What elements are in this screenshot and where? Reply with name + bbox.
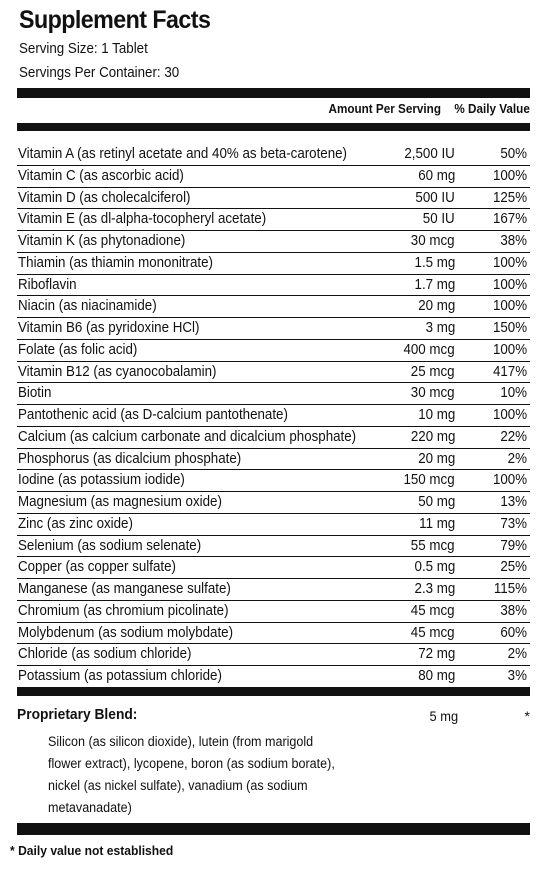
nutrient-row	[17, 362, 530, 384]
nutrient-daily-value: 22%	[500, 428, 527, 445]
serving-size: Serving Size: 1 Tablet	[19, 41, 148, 57]
nutrient-amount: 50 IU	[423, 211, 455, 228]
nutrient-row	[17, 644, 530, 666]
nutrient-daily-value: 167%	[492, 211, 527, 228]
nutrient-row	[17, 449, 530, 471]
nutrient-name: Vitamin D (as cholecalciferol)	[18, 189, 191, 206]
proprietary-blend-amount: 5 mg	[429, 708, 458, 724]
nutrient-amount: 72 mg	[417, 646, 455, 663]
nutrient-row	[17, 601, 530, 623]
nutrient-row	[17, 144, 530, 166]
amount-per-serving-header: Amount Per Serving	[328, 101, 441, 116]
nutrient-amount: 3 mg	[425, 320, 455, 336]
nutrient-name: Vitamin K (as phytonadione)	[18, 233, 186, 249]
nutrient-amount: 45 mcg	[411, 624, 455, 641]
nutrient-daily-value: 79%	[500, 537, 527, 554]
nutrient-daily-value: 60%	[500, 624, 527, 641]
nutrient-daily-value: 3%	[507, 668, 527, 684]
nutrient-name: Chloride (as sodium chloride)	[18, 646, 192, 663]
nutrient-name: Riboflavin	[18, 276, 77, 293]
nutrient-name: Biotin	[18, 385, 52, 402]
nutrient-name: Phosphorus (as dicalcium phosphate)	[18, 450, 242, 467]
nutrient-daily-value: 100%	[492, 407, 527, 423]
nutrient-amount: 1.5 mg	[414, 254, 455, 271]
nutrient-row	[17, 427, 530, 449]
nutrient-amount: 30 mcg	[411, 233, 455, 249]
nutrient-daily-value: 100%	[492, 472, 527, 489]
nutrient-name: Calcium (as calcium carbonate and dicalcium phosphate)	[18, 428, 357, 445]
nutrient-amount: 1.7 mg	[414, 276, 455, 293]
nutrient-name: Vitamin C (as ascorbic acid)	[18, 167, 184, 184]
nutrient-row	[17, 579, 530, 601]
nutrient-daily-value: 50%	[500, 146, 527, 162]
nutrient-daily-value: 150%	[492, 320, 527, 336]
nutrient-name: Potassium (as potassium chloride)	[18, 668, 222, 684]
nutrient-daily-value: 100%	[492, 167, 527, 184]
nutrient-amount: 2,500 IU	[404, 146, 455, 162]
nutrient-amount: 400 mcg	[403, 341, 455, 358]
nutrient-daily-value: 2%	[507, 646, 527, 663]
nutrient-row	[17, 231, 530, 253]
nutrient-row	[17, 492, 530, 514]
nutrient-amount: 30 mcg	[411, 385, 455, 402]
nutrient-amount: 10 mg	[417, 407, 455, 423]
nutrient-daily-value: 417%	[492, 363, 527, 380]
nutrient-amount: 50 mg	[417, 494, 455, 510]
proprietary-blend-label: Proprietary Blend:	[17, 706, 138, 723]
nutrient-name: Selenium (as sodium selenate)	[18, 537, 202, 554]
nutrient-name: Vitamin A (as retinyl acetate and 40% as beta-carotene)	[18, 146, 348, 162]
nutrient-daily-value: 38%	[500, 233, 527, 249]
nutrient-name: Pantothenic acid (as D-calcium pantothenate)	[18, 407, 288, 423]
nutrient-name: Iodine (as potassium iodide)	[18, 472, 185, 489]
bottom-divider	[17, 823, 530, 835]
nutrient-row	[17, 470, 530, 492]
nutrient-daily-value: 115%	[493, 581, 527, 597]
nutrient-daily-value: 100%	[492, 341, 527, 358]
nutrient-name: Molybdenum (as sodium molybdate)	[18, 624, 234, 641]
nutrient-row	[17, 557, 530, 579]
nutrient-table	[17, 144, 530, 688]
footnote: * Daily value not established	[10, 843, 174, 858]
nutrient-amount: 500 IU	[415, 189, 455, 206]
nutrient-amount: 2.3 mg	[414, 581, 455, 597]
nutrient-amount: 20 mg	[417, 450, 455, 467]
nutrient-name: Vitamin B6 (as pyridoxine HCl)	[18, 320, 200, 336]
nutrient-daily-value: 25%	[500, 559, 527, 576]
nutrient-row	[17, 275, 530, 297]
daily-value-header: % Daily Value	[454, 101, 530, 116]
nutrient-name: Chromium (as chromium picolinate)	[18, 602, 229, 619]
nutrient-row	[17, 383, 530, 405]
nutrient-daily-value: 10%	[500, 385, 527, 402]
nutrient-row	[17, 166, 530, 188]
blend-divider	[17, 688, 530, 696]
nutrient-name: Manganese (as manganese sulfate)	[18, 581, 231, 597]
nutrient-name: Folate (as folic acid)	[18, 341, 138, 358]
top-divider	[17, 88, 530, 98]
nutrient-amount: 60 mg	[417, 167, 455, 184]
nutrient-name: Zinc (as zinc oxide)	[18, 515, 133, 532]
nutrient-row	[17, 318, 530, 340]
nutrient-daily-value: 73%	[500, 515, 527, 532]
nutrient-name: Vitamin B12 (as cyanocobalamin)	[18, 363, 217, 380]
nutrient-daily-value: 2%	[507, 450, 527, 467]
nutrient-row	[17, 514, 530, 536]
nutrient-daily-value: 100%	[492, 298, 527, 315]
nutrient-name: Thiamin (as thiamin mononitrate)	[18, 254, 213, 271]
nutrient-amount: 45 mcg	[411, 602, 455, 619]
nutrient-amount: 150 mcg	[403, 472, 455, 489]
nutrient-name: Copper (as copper sulfate)	[18, 559, 176, 576]
nutrient-row	[17, 666, 530, 688]
nutrient-amount: 25 mcg	[411, 363, 455, 380]
nutrient-amount: 20 mg	[417, 298, 455, 315]
nutrient-daily-value: 100%	[492, 276, 527, 293]
nutrient-amount: 11 mg	[418, 515, 455, 532]
nutrient-daily-value: 125%	[492, 189, 527, 206]
nutrient-row	[17, 209, 530, 231]
nutrient-daily-value: 100%	[492, 254, 527, 271]
nutrient-amount: 80 mg	[417, 668, 455, 684]
servings-per-container: Servings Per Container: 30	[19, 65, 180, 81]
nutrient-row	[17, 253, 530, 275]
nutrient-row	[17, 536, 530, 558]
nutrient-row	[17, 188, 530, 210]
nutrient-row	[17, 623, 530, 645]
header-divider	[17, 123, 530, 131]
nutrient-amount: 0.5 mg	[414, 559, 455, 576]
nutrient-daily-value: 13%	[500, 494, 527, 510]
nutrient-row	[17, 296, 530, 318]
nutrient-name: Niacin (as niacinamide)	[18, 298, 157, 315]
panel-title: Supplement Facts	[19, 6, 211, 34]
nutrient-row	[17, 340, 530, 362]
nutrient-row	[17, 405, 530, 427]
nutrient-name: Vitamin E (as dl-alpha-tocopheryl acetate)	[18, 211, 267, 228]
nutrient-daily-value: 38%	[500, 602, 527, 619]
nutrient-amount: 220 mg	[410, 428, 455, 445]
proprietary-blend-ingredients: Silicon (as silicon dioxide), lutein (from marigold flower extract), lycopene, boron (as sodium borate), nickel (as nickel sulfate), vanadium (as sodium metavanadate)	[48, 734, 335, 815]
nutrient-name: Magnesium (as magnesium oxide)	[18, 494, 222, 510]
proprietary-blend-dv: *	[524, 708, 530, 724]
nutrient-amount: 55 mcg	[411, 537, 455, 554]
